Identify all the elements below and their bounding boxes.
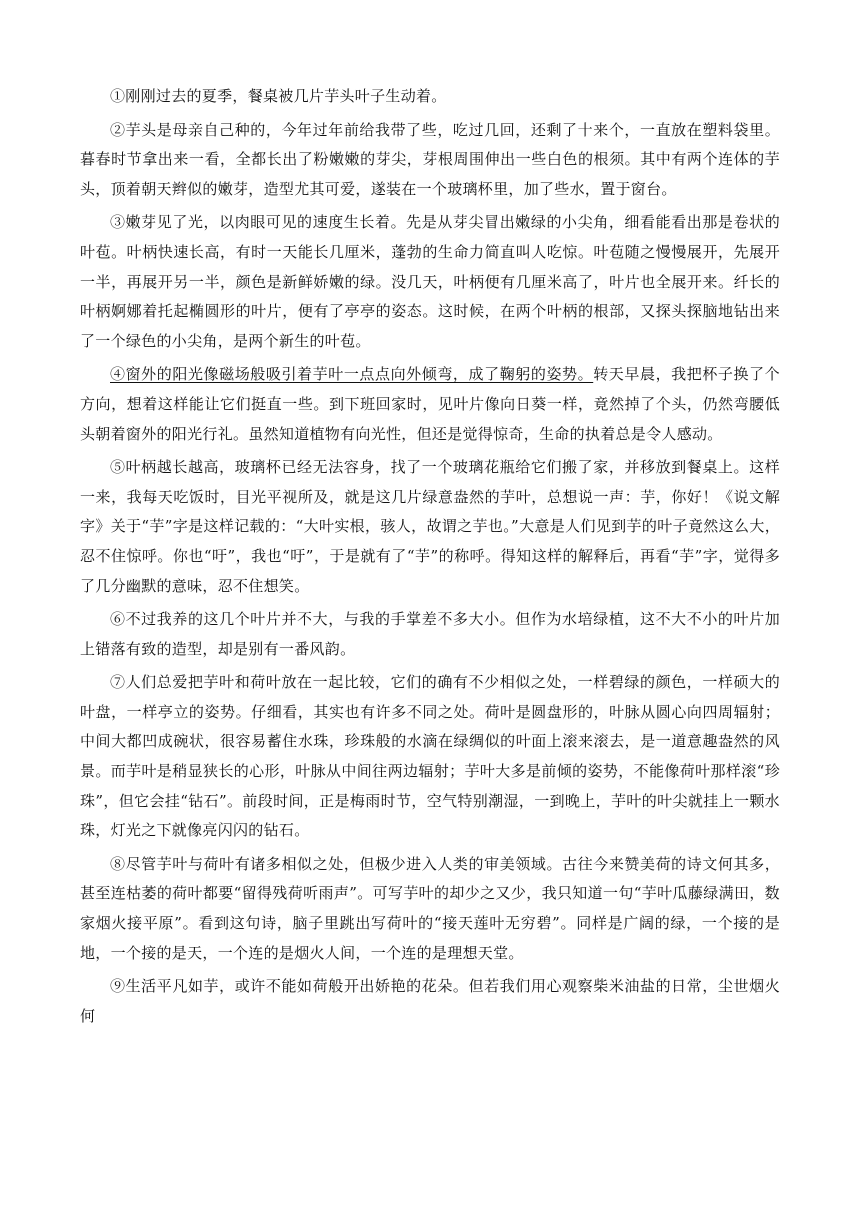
paragraph-8 (80, 850, 780, 968)
paragraph-9-text: ⑨生活平凡如芋，或许不能如荷般开出娇艳的花朵。但若我们用心观察柴米油盐的日常，尘世烟火何 (80, 977, 780, 1025)
underlined-sentence: ④窗外的阳光像磁场般吸引着芋叶一点点向外倾弯，成了鞠躬的姿势。 (110, 365, 594, 384)
paragraph-2-text: ②芋头是母亲自己种的，今年过年前给我带了些，吃过几回，还剩了十来个，一直放在塑料袋里。暮春时节拿出来一看，全都长出了粉嫩嫩的芽尖，芽根周围伸出一些白色的根须。其中有两个连体的芋头，顶着朝天辫似的嫩芽，造型尤其可爱，遂装在一个玻璃杯里，加了些水，置于窗台。 (80, 120, 780, 198)
paragraph-6-text: ⑥不过我养的这几个叶片并不大，与我的手掌差不多大小。但作为水培绿植，这不大不小的叶片加上错落有致的造型，却是别有一番风韵。 (80, 610, 780, 658)
paragraph-1 (80, 82, 780, 112)
paragraph-3-text: ③嫩芽见了光，以肉眼可见的速度生长着。先是从芽尖冒出嫩绿的小尖角，细看能看出那是卷状的叶苞。叶柄快速长高，有时一天能长几厘米，蓬勃的生命力简直叫人吃惊。叶苞随之慢慢展开，先展开一半，再展开另一半，颜色是新鲜娇嫩的绿。没几天，叶柄便有几厘米高了，叶片也全展开来。纤长的叶柄婀娜着托起椭圆形的叶片，便有了亭亭的姿态。这时候，在两个叶柄的根部，又探头探脑地钻出来了一个绿色的小尖角，是两个新生的叶苞。 (80, 213, 780, 350)
paragraph-4 (80, 360, 780, 449)
article-body (80, 82, 780, 1035)
paragraph-4-text: 转天早晨，我把杯子换了个方向，想着这样能让它们挺直一些。到下班回家时，见叶片像向日葵一样，竟然掉了个头，仍然弯腰低头朝着窗外的阳光行礼。虽然知道植物有向光性，但还是觉得惊奇，生命的执着总是令人感动。 (80, 365, 780, 443)
paragraph-7 (80, 668, 780, 846)
paragraph-3 (80, 208, 780, 356)
paragraph-5 (80, 453, 780, 601)
paragraph-1-text: ①刚刚过去的夏季，餐桌被几片芋头叶子生动着。 (110, 87, 447, 105)
paragraph-9 (80, 972, 780, 1031)
paragraph-6 (80, 605, 780, 664)
paragraph-8-text: ⑧尽管芋叶与荷叶有诸多相似之处，但极少进入人类的审美领域。古往今来赞美荷的诗文何其多，甚至连枯萎的荷叶都要“留得残荷听雨声”。可写芋叶的却少之又少，我只知道一句“芋叶瓜藤绿满田，数家烟火接平原”。看到这句诗，脑子里跳出写荷叶的“接天莲叶无穷碧”。同样是广阔的绿，一个接的是地，一个接的是天，一个连的是烟火人间，一个连的是理想天堂。 (80, 854, 780, 962)
paragraph-5-text: ⑤叶柄越长越高，玻璃杯已经无法容身，找了一个玻璃花瓶给它们搬了家，并移放到餐桌上。这样一来，我每天吃饭时，目光平视所及，就是这几片绿意盎然的芋叶，总想说一声：芋，你好！《说文解字》关于“芋”字是这样记载的：“大叶实根，骇人，故谓之芋也。”大意是人们见到芋的叶子竟然这么大，忍不住惊呼。你也“吁”，我也“吁”，于是就有了“芋”的称呼。得知这样的解释后，再看“芋”字，觉得多了几分幽默的意味，忍不住想笑。 (80, 458, 780, 595)
paragraph-7-text: ⑦人们总爱把芋叶和荷叶放在一起比较，它们的确有不少相似之处，一样碧绿的颜色，一样硕大的叶盘，一样亭立的姿势。仔细看，其实也有许多不同之处。荷叶是圆盘形的，叶脉从圆心向四周辐射；中间大都凹成碗状，很容易蓄住水珠，珍珠般的水滴在绿绸似的叶面上滚来滚去，是一道意趣盎然的风景。而芋叶是稍显狭长的心形，叶脉从中间往两边辐射；芋叶大多是前倾的姿势，不能像荷叶那样滚“珍珠”，但它会挂“钻石”。前段时间，正是梅雨时节，空气特别潮湿，一到晚上，芋叶的叶尖就挂上一颗水珠，灯光之下就像亮闪闪的钻石。 (80, 673, 780, 840)
paragraph-2 (80, 116, 780, 205)
